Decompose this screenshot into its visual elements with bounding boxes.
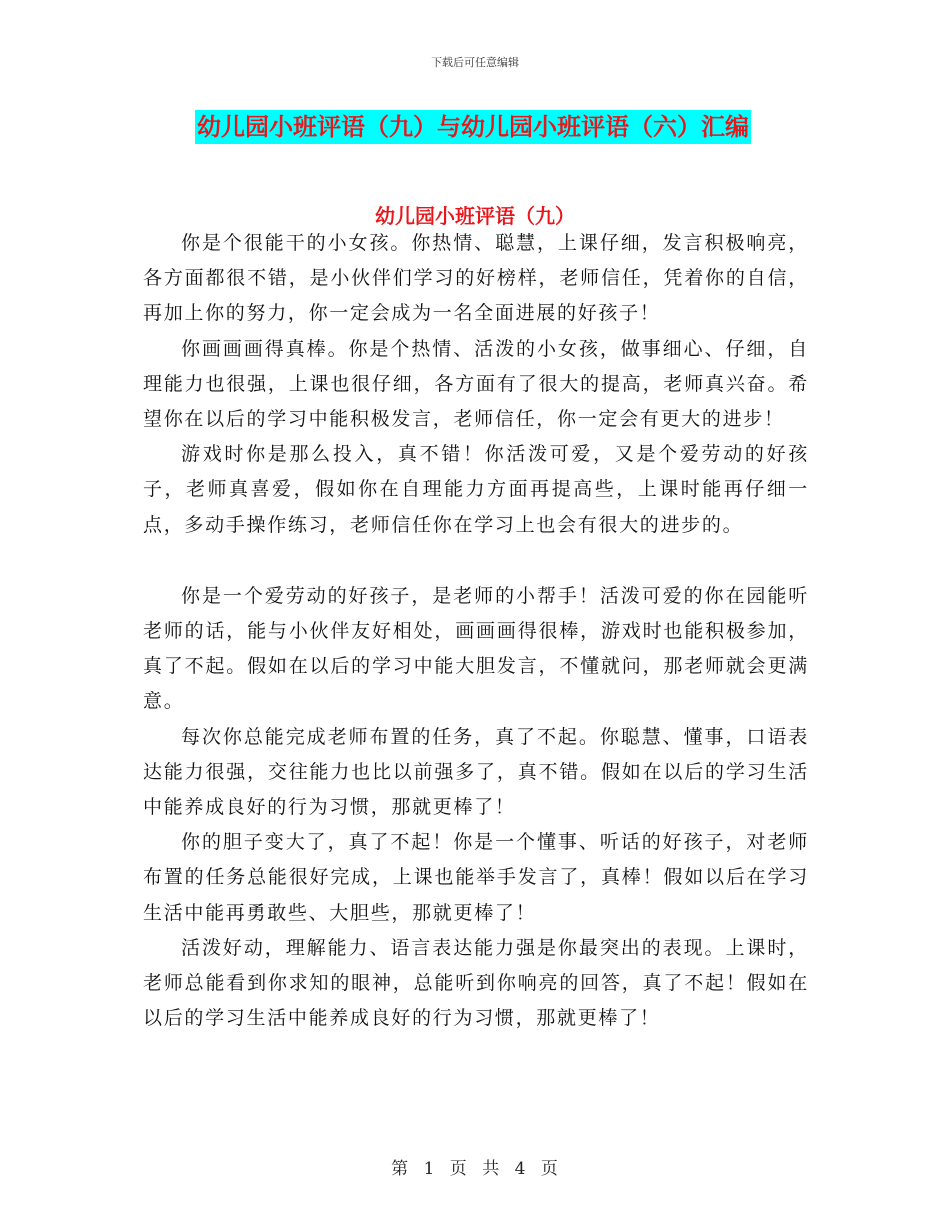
paragraph-gap bbox=[143, 543, 809, 579]
document-title: 幼儿园小班评语（九）与幼儿园小班评语（六）汇编 bbox=[195, 110, 751, 144]
paragraph: 每次你总能完成老师布置的任务，真了不起。你聪慧、懂事，口语表达能力很强，交往能力也比以前强多了，真不错。假如在以后的学习生活中能养成良好的行为习惯，那就更棒了！ bbox=[143, 725, 809, 819]
document-body bbox=[143, 226, 809, 1036]
section-title: 幼儿园小班评语（九） bbox=[375, 204, 575, 228]
paragraph: 游戏时你是那么投入，真不错！你活泼可爱，又是个爱劳动的好孩子，老师真喜爱，假如你在自理能力方面再提高些，上课时能再仔细一点，多动手操作练习，老师信任你在学习上也会有很大的进步的。 bbox=[143, 443, 809, 536]
paragraph: 你是个很能干的小女孩。你热情、聪慧，上课仔细，发言积极响亮，各方面都很不错，是小伙伴们学习的好榜样，老师信任，凭着你的自信，再加上你的努力，你一定会成为一名全面进展的好孩子！ bbox=[143, 232, 809, 325]
footer-total-pages: 4 bbox=[514, 1159, 527, 1179]
paragraph: 活泼好动，理解能力、语言表达能力强是你最突出的表现。上课时，老师总能看到你求知的眼神，总能听到你响亮的回答，真了不起！假如在以后的学习生活中能养成良好的行为习惯，那就更棒了！ bbox=[143, 936, 809, 1030]
paragraph: 你的胆子变大了，真了不起！你是一个懂事、听话的好孩子，对老师布置的任务总能很好完成，上课也能举手发言了，真棒！假如以后在学习生活中能再勇敢些、大胆些，那就更棒了！ bbox=[143, 831, 809, 924]
footer-page-number: 1 bbox=[423, 1159, 436, 1179]
paragraph: 你画画画得真棒。你是个热情、活泼的小女孩，做事细心、仔细，自理能力也很强，上课也很仔细，各方面有了很大的提高，老师真兴奋。希望你在以后的学习中能积极发言，老师信任，你一定会有更大的进步！ bbox=[143, 337, 809, 431]
header-note: 下载后可任意编辑 bbox=[431, 56, 519, 69]
paragraph: 你是一个爱劳动的好孩子，是老师的小帮手！活泼可爱的你在园能听老师的话，能与小伙伴友好相处，画画画得很棒，游戏时也能积极参加，真了不起。假如在以后的学习中能大胆发言，不懂就问，那老师就会更满意。 bbox=[143, 584, 809, 713]
footer-page-label: 页 bbox=[449, 1159, 468, 1179]
page-footer bbox=[0, 1154, 950, 1179]
footer-total-label: 共 bbox=[482, 1159, 501, 1179]
footer-prefix: 第 bbox=[391, 1159, 410, 1179]
footer-suffix: 页 bbox=[540, 1159, 559, 1179]
